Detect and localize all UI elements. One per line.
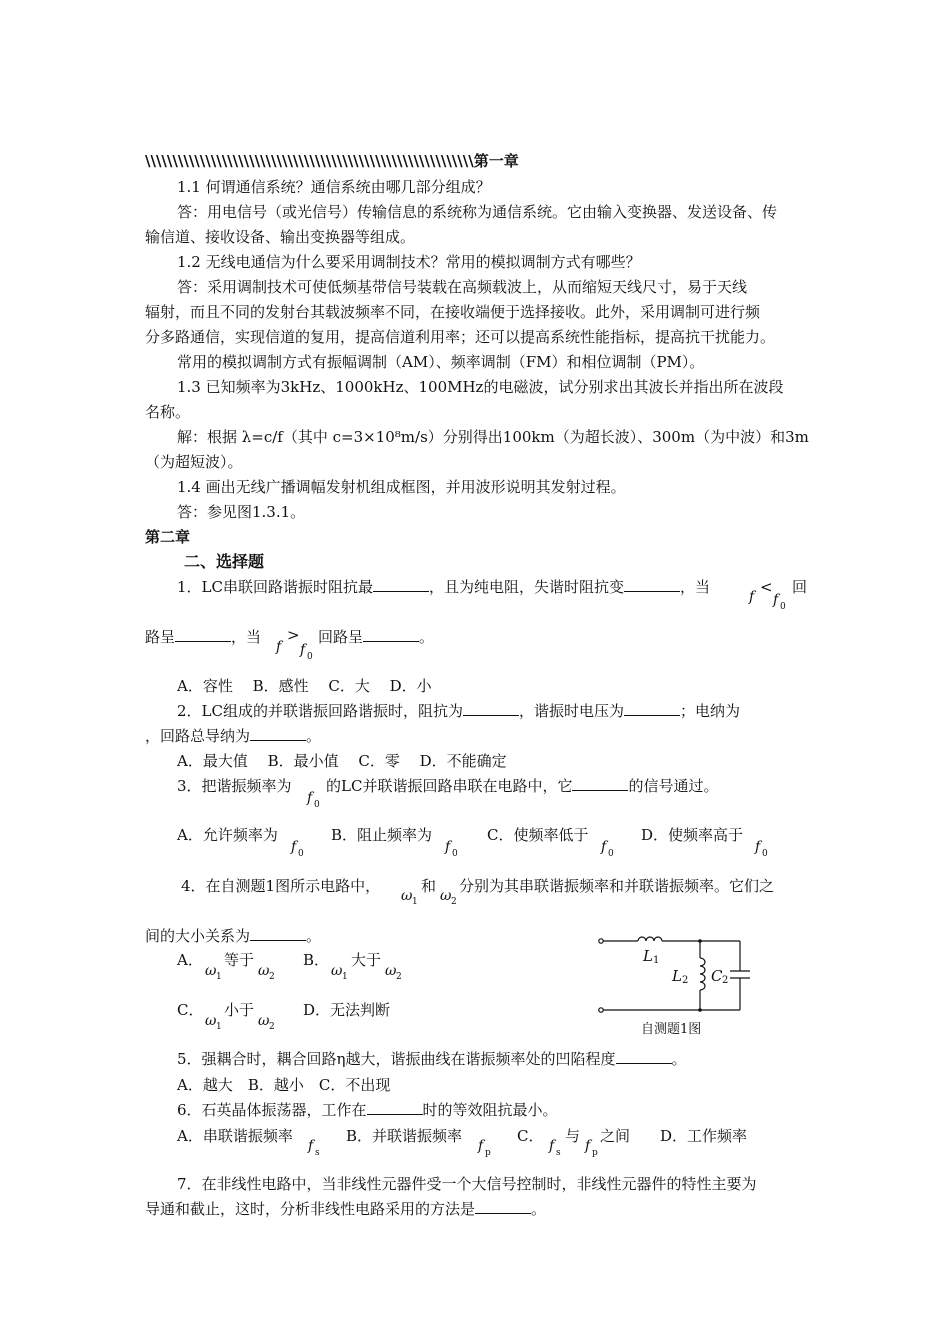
- f0-symbol: f: [291, 839, 297, 855]
- fp-symbol: f: [585, 1138, 591, 1154]
- q2-1-line2-end: [318, 628, 434, 646]
- q2-6-option-c: C．: [517, 1127, 544, 1145]
- blank: [367, 1101, 423, 1115]
- f0-subscript: 0: [608, 849, 614, 859]
- omega2-subscript: 2: [451, 897, 457, 907]
- f0-subscript: 0: [314, 800, 320, 810]
- inductor-l1-subscript: 1: [653, 955, 660, 966]
- q2-4-option-c: C．: [177, 1001, 204, 1019]
- fs-subscript: s: [556, 1148, 561, 1158]
- blank: [373, 578, 429, 592]
- q2-3-text-c: 的信号通过。: [628, 777, 719, 795]
- q2-1-options: A．容性 B．感性 C．大 D．小: [177, 677, 432, 695]
- f0-symbol: f: [773, 592, 779, 608]
- q2-4-line2: [145, 927, 321, 945]
- f-symbol: f: [276, 639, 282, 655]
- q2-2-options: A．最大值 B．最小值 C．零 D．不能确定: [177, 752, 507, 770]
- q2-5-text: 5．强耦合时，耦合回路η越大，谐振曲线在谐振频率处的凹陷程度: [177, 1050, 616, 1068]
- inductor-l2-label: L: [672, 967, 682, 985]
- q2-5-options: A．越大 B．越小 C．不出现: [177, 1076, 391, 1094]
- capacitor-c2-label: C: [711, 967, 723, 985]
- blank: [572, 777, 628, 791]
- answer-1-2-line3: 分多路通信，实现信道的复用，提高信道利用率；还可以提高系统性能指标，提高抗干扰能力。: [145, 328, 776, 346]
- f0-subscript: 0: [780, 602, 786, 612]
- fs-subscript: s: [315, 1148, 320, 1158]
- question-1-1: 1.1 何谓通信系统？通信系统由哪几部分组成？: [177, 178, 491, 196]
- capacitor-c2-subscript: 2: [722, 975, 729, 986]
- q2-5-end: 。: [671, 1050, 687, 1068]
- answer-1-1-line1: 答：用电信号（或光信号）传输信息的系统称为通信系统。它由输入变换器、发送设备、传: [177, 203, 778, 221]
- q2-3-line1-rest: [326, 777, 718, 795]
- f0-subscript: 0: [762, 849, 768, 859]
- q2-2-text-d: ，回路总导纳为: [145, 727, 251, 745]
- q2-4-option-b: B．: [303, 951, 330, 969]
- q2-6-option-b: B．并联谐振频率: [346, 1127, 463, 1145]
- q2-1-line2: [145, 628, 261, 646]
- q2-1-text-g: 回路呈: [318, 628, 364, 646]
- question-1-3-line1: 1.3 已知频率为3kHz、1000kHz、100MHz的电磁波，试分别求出其波长并指出所在波段: [177, 378, 784, 396]
- answer-1-3-line2: （为超短波）。: [145, 453, 243, 471]
- chapter2-header: 第二章: [145, 528, 191, 546]
- omega1-subscript: 1: [216, 1022, 222, 1032]
- q2-2-text-b: ，谐振时电压为: [518, 702, 624, 720]
- q2-4-text-a: 4．在自测题1图所示电路中，: [181, 877, 381, 895]
- answer-1-2-line4: 常用的模拟调制方式有振幅调制（AM）、频率调制（FM）和相位调制（PM）。: [177, 353, 705, 371]
- q2-1-text-f: ，当: [231, 628, 262, 646]
- q2-4-text-c: 分别为其串联谐振频率和并联谐振频率。它们之: [459, 877, 775, 895]
- q2-6-option-c-end: 之间: [600, 1127, 631, 1145]
- fp-subscript: p: [592, 1148, 598, 1158]
- question-1-3-line2: 名称。: [145, 403, 191, 421]
- q2-1-line1: [177, 578, 710, 596]
- f0-symbol: f: [445, 839, 451, 855]
- omega1-subscript: 1: [342, 972, 348, 982]
- omega2-symbol: ω: [385, 963, 397, 979]
- fs-symbol: f: [308, 1138, 314, 1154]
- answer-1-3-line1: 解：根据 λ=c/f（其中 c=3×10⁸m/s）分别得出100km（为超长波）、300m（为中波）和3m: [177, 428, 809, 446]
- q2-3-option-a: A．允许频率为: [177, 826, 278, 844]
- q2-1-text-h: 。: [419, 628, 435, 646]
- section-title: 二、选择题: [184, 552, 265, 571]
- fp-symbol: f: [478, 1138, 484, 1154]
- f0-symbol: f: [601, 839, 607, 855]
- omega1-symbol: ω: [205, 1013, 217, 1029]
- answer-1-1-line2: 输信道、接收设备、输出变换器等组成。: [145, 228, 416, 246]
- f0-symbol: f: [755, 839, 761, 855]
- omega2-symbol: ω: [440, 888, 452, 904]
- q2-5-line1: [177, 1050, 687, 1068]
- q2-1-text-a: 1．LC串联回路谐振时阻抗最: [177, 578, 373, 596]
- q2-3-option-d: D．使频率高于: [641, 826, 744, 844]
- omega1-symbol: ω: [331, 963, 343, 979]
- q2-3-text-a: 3．把谐振频率为: [177, 777, 292, 795]
- answer-1-2-line1: 答：采用调制技术可使低频基带信号装载在高频载波上，从而缩短天线尺寸，易于天线: [177, 278, 748, 296]
- f0-subscript: 0: [307, 652, 313, 662]
- q2-2-text-e: 。: [306, 727, 322, 745]
- blank: [250, 727, 306, 741]
- f0-subscript: 0: [298, 849, 304, 859]
- q2-2-line1: [177, 702, 740, 720]
- blank: [616, 1050, 672, 1064]
- q2-6-text-a: 6．石英晶体振荡器，工作在: [177, 1101, 367, 1119]
- f0-symbol: f: [307, 790, 313, 806]
- blank: [475, 1200, 531, 1214]
- omega2-symbol: ω: [258, 963, 270, 979]
- q2-3-option-c: C．使频率低于: [487, 826, 589, 844]
- q2-4-text-d: 间的大小关系为: [145, 927, 251, 945]
- fs-symbol: f: [549, 1138, 555, 1154]
- omega1-subscript: 1: [412, 897, 418, 907]
- q2-4-text-b: 和: [421, 877, 437, 895]
- omega2-subscript: 2: [269, 1022, 275, 1032]
- figure-caption: 自测题1图: [641, 1022, 702, 1037]
- q2-7-line1: 7．在非线性电路中，当非线性元器件受一个大信号控制时，非线性元器件的特性主要为: [177, 1175, 757, 1193]
- q2-3-text-b: 的LC并联谐振回路串联在电路中，它: [326, 777, 573, 795]
- omega2-symbol: ω: [258, 1013, 270, 1029]
- fp-subscript: p: [485, 1148, 491, 1158]
- f0-symbol: f: [300, 642, 306, 658]
- omega1-subscript: 1: [216, 972, 222, 982]
- blank: [624, 578, 680, 592]
- inductor-l1-label: L: [643, 947, 653, 965]
- blank: [250, 927, 306, 941]
- blank: [363, 628, 419, 642]
- omega2-subscript: 2: [269, 972, 275, 982]
- less-than-symbol: <: [760, 578, 773, 596]
- q2-2-text-c: ；电纳为: [680, 702, 741, 720]
- blank: [624, 702, 680, 716]
- inductor-l2-subscript: 2: [682, 975, 689, 986]
- q2-1-text-b: ，且为纯电阻，失谐时阻抗变: [428, 578, 624, 596]
- chapter1-header: \\\\\\\\\\\\\\\\\\\\\\\\\\\\\\\\\\\\\\\\\\\\\\\\\\\\\\\\\\\\第一章: [145, 152, 519, 170]
- q2-3-option-b: B．阻止频率为: [331, 826, 433, 844]
- blank: [463, 702, 519, 716]
- q2-6-text-b: 时的等效阻抗最小。: [422, 1101, 558, 1119]
- q2-1-text-c: ，当: [680, 578, 711, 596]
- q2-7-line2: [145, 1200, 546, 1218]
- q2-6-option-d: D．工作频率: [660, 1127, 748, 1145]
- q2-4-option-b-rel: 大于: [351, 951, 382, 969]
- f0-subscript: 0: [452, 849, 458, 859]
- question-1-4: 1.4 画出无线广播调幅发射机组成框图，并用波形说明其发射过程。: [177, 478, 626, 496]
- greater-than-symbol: >: [287, 626, 300, 644]
- omega2-subscript: 2: [396, 972, 402, 982]
- blank: [175, 628, 231, 642]
- q2-4-option-d: D．无法判断: [303, 1001, 391, 1019]
- answer-1-2-line2: 辐射，而且不同的发射台其载波频率不同，在接收端便于选择接收。此外，采用调制可进行频: [145, 303, 761, 321]
- f-symbol: f: [749, 589, 755, 605]
- q2-6-option-a: A．串联谐振频率: [177, 1127, 293, 1145]
- q2-4-text-e: 。: [306, 927, 322, 945]
- q2-7-end: 。: [531, 1200, 547, 1218]
- q2-6-line1: [177, 1101, 558, 1119]
- q2-1-text-d: 回: [792, 578, 808, 596]
- q2-2-line2: [145, 727, 321, 745]
- omega1-symbol: ω: [205, 963, 217, 979]
- q2-4-option-c-rel: 小于: [224, 1001, 255, 1019]
- answer-1-4: 答：参见图1.3.1。: [177, 503, 306, 521]
- q2-2-text-a: 2．LC组成的并联谐振回路谐振时，阻抗为: [177, 702, 463, 720]
- omega1-symbol: ω: [401, 888, 413, 904]
- q2-1-text-e: 路呈: [145, 628, 176, 646]
- q2-7-text: 导通和截止，这时，分析非线性电路采用的方法是: [145, 1200, 476, 1218]
- q2-4-option-a: A．: [177, 951, 203, 969]
- question-1-2: 1.2 无线电通信为什么要采用调制技术？常用的模拟调制方式有哪些？: [177, 253, 641, 271]
- q2-6-option-c-mid: 与: [565, 1127, 581, 1145]
- q2-4-option-a-rel: 等于: [224, 951, 255, 969]
